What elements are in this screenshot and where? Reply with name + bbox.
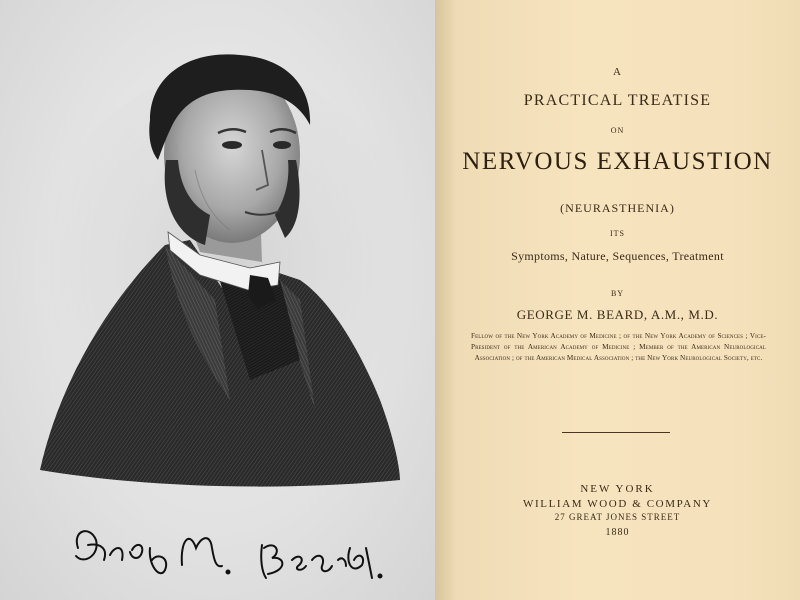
right-eye — [273, 141, 291, 149]
imprint-year: 1880 — [605, 527, 630, 538]
author-signature — [76, 531, 382, 578]
title-by: BY — [610, 289, 625, 298]
title-article: A — [613, 66, 622, 78]
left-eye — [222, 141, 242, 149]
imprint-publisher: WILLIAM WOOD & COMPANY — [523, 498, 712, 510]
title-its: ITS — [610, 229, 625, 238]
title-on: ON — [610, 126, 625, 135]
imprint-city: NEW YORK — [580, 483, 655, 495]
title-practical: PRACTICAL TREATISE — [523, 92, 712, 109]
main-title: NERVOUS EXHAUSTION — [462, 148, 773, 175]
author-name: GEORGE M. BEARD, A.M., M.D. — [516, 307, 719, 322]
author-credentials: Fellow of the New York Academy of Medicine ; of the New York Academy of Sciences ; Vice-President of the American Academy of Medicine ; Member of the American Neurological Association ; of the American Medical Association ; the New York Neurological Society, etc. — [471, 332, 766, 362]
title-parenthetical: (NEURASTHENIA) — [560, 201, 675, 215]
divider-rule — [562, 432, 670, 433]
subtitle: Symptoms, Nature, Sequences, Treatment — [511, 249, 724, 263]
title-page — [435, 0, 800, 600]
imprint-address: 27 GREAT JONES STREET — [554, 512, 681, 522]
